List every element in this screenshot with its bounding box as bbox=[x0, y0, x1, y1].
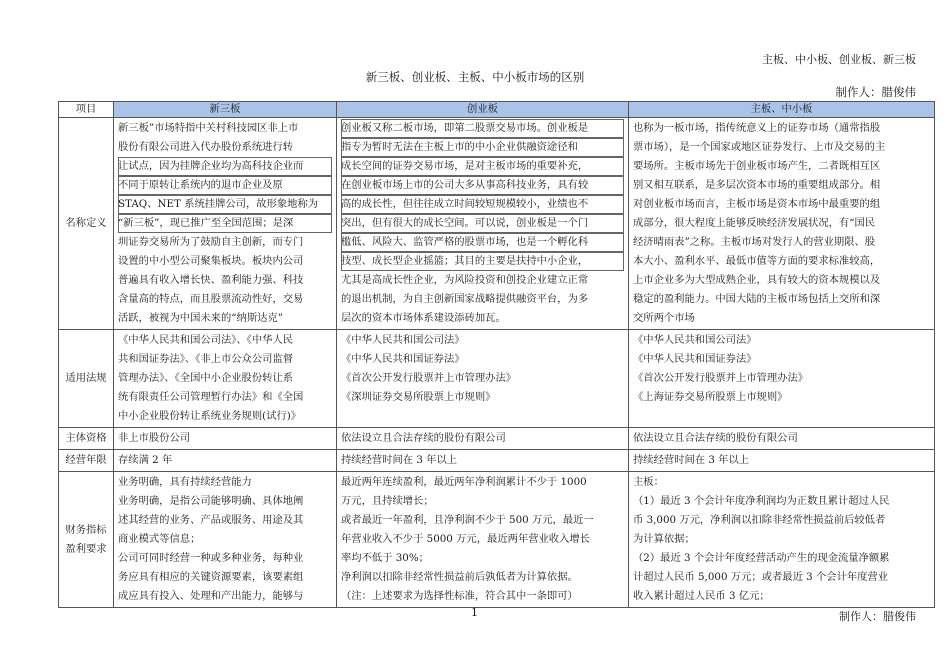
table-header-row bbox=[59, 102, 935, 118]
cell-text-line: 也称为一板市场，指传统意义上的证券市场（通常指股 bbox=[633, 122, 881, 134]
header-tags: 主板、中小板、创业板、新三板 bbox=[762, 53, 916, 66]
row-label bbox=[59, 330, 114, 428]
cell-text-line: 成部分，很大程度上能够反映经济发展状况，有“国民 bbox=[633, 217, 876, 229]
cell-text-line: 持续经营时间在 3 年以上 bbox=[633, 454, 750, 466]
table-cell bbox=[114, 118, 337, 330]
cell-text-line: 在创业板市场上市的公司大多从事高科技业务，具有较 bbox=[341, 176, 624, 195]
footer-author: 制作人：腊俊伟 bbox=[839, 610, 916, 623]
cell-text-line: （2）最近 3 个会计年度经营活动产生的现金流量净额累 bbox=[633, 552, 890, 564]
cell-text-line: 主板： bbox=[633, 476, 664, 488]
cell-text-line: “新三板”，现已推广至全国范围；是深 bbox=[118, 214, 332, 233]
table-cell bbox=[629, 472, 935, 608]
cell-text-line: 活跃，被视为中国未来的“纳斯达克” bbox=[118, 312, 283, 324]
row-label-line: 名称定义 bbox=[65, 217, 107, 229]
cell-text-line: 公司可同时经营一种或多种业务，每种业 bbox=[118, 552, 304, 564]
table-cell bbox=[337, 330, 629, 428]
cell-text-line: 为计算依据； bbox=[633, 533, 695, 545]
cell-text-line: 新三板”市场特指中关村科技园区非上市 bbox=[118, 122, 299, 134]
cell-text-line: 含量高的特点，而且股票流动性好，交易 bbox=[118, 293, 304, 305]
table-cell bbox=[114, 472, 337, 608]
row-label-line: 主体资格 bbox=[65, 432, 107, 444]
document-title: 新三板、创业板、主板、中小板市场的区别 bbox=[365, 70, 585, 84]
cell-text-line: 率均不低于 30%； bbox=[341, 552, 429, 564]
column-header-xinsanban: 新三板 bbox=[114, 102, 337, 118]
cell-text-line: 管理办法》、《全国中小企业股份转让系 bbox=[118, 372, 294, 384]
row-label-line: 财务指标 bbox=[65, 523, 107, 536]
cell-text-line: 《上海证券交易所股票上市规则》 bbox=[633, 391, 788, 403]
cell-text-line: 本大小、盈利水平、最低市值等方面的要求标准较高， bbox=[633, 255, 881, 267]
cell-text-line: 经济晴雨表”之称。主板市场对发行人的营业期限、股 bbox=[633, 236, 876, 248]
cell-text-line: 万元，且持续增长； bbox=[341, 495, 434, 507]
cell-text-line: 突出，但有很大的成长空间。可以说，创业板是一个门 bbox=[341, 214, 624, 233]
cell-text-line: 净利润以扣除非经常性损益前后孰低者为计算依据。 bbox=[341, 571, 578, 583]
cell-text-line: 持续经营时间在 3 年以上 bbox=[341, 454, 458, 466]
row-label bbox=[59, 472, 114, 608]
cell-text-line: 存续满 2 年 bbox=[118, 454, 173, 466]
table-cell bbox=[337, 118, 629, 330]
row-label-line: 适用法规 bbox=[65, 372, 107, 384]
cell-text-line: 《中华人民共和国公司法》 bbox=[633, 334, 757, 346]
table-row bbox=[59, 450, 935, 472]
table-row bbox=[59, 118, 935, 330]
cell-text-line: 《中华人民共和国证券法》 bbox=[633, 353, 757, 365]
cell-text-line: 别又相互联系，是多层次资本市场的重要组成部分。相 bbox=[633, 179, 881, 191]
table-cell bbox=[114, 450, 337, 472]
row-label-line: 经营年限 bbox=[65, 454, 107, 466]
cell-text-line: 《中华人民共和国公司法》 bbox=[341, 334, 465, 346]
cell-text-line: 创业板又称二板市场，即第二股票交易市场。创业板是 bbox=[341, 119, 624, 138]
table-cell bbox=[629, 118, 935, 330]
table-cell bbox=[629, 450, 935, 472]
table-cell bbox=[337, 450, 629, 472]
column-header-chuangyeban: 创业板 bbox=[337, 102, 629, 118]
cell-text-line: 年营业收入不少于 5000 万元，最近两年营业收入增长 bbox=[341, 533, 590, 545]
cell-text-line: 非上市股份公司 bbox=[118, 432, 191, 444]
cell-text-line: 不同于原转让系统内的退市企业及原 bbox=[118, 176, 332, 195]
cell-text-line: 中小企业股份转让系统业务规则(试行)》 bbox=[118, 410, 302, 422]
cell-text-line: 稳定的盈利能力。中国大陆的主板市场包括上交所和深 bbox=[633, 293, 881, 305]
cell-text-line: STAQ、NET 系统挂牌公司，故形象地称为 bbox=[118, 195, 332, 214]
cell-text-line: 尤其是高成长性企业，为风险投资和创投企业建立正常 bbox=[341, 274, 589, 286]
table-cell bbox=[337, 428, 629, 450]
cell-text-line: 普遍具有收入增长快、盈利能力强、科技 bbox=[118, 274, 304, 286]
cell-text-line: 对创业板市场而言，主板市场是资本市场中最重要的组 bbox=[633, 198, 881, 210]
cell-text-line: 述其经营的业务、产品或服务、用途及其 bbox=[118, 514, 304, 526]
cell-text-line: 上市企业多为大型成熟企业，具有较大的资本规模以及 bbox=[633, 274, 881, 286]
cell-text-line: 指专为暂时无法在主板上市的中小企业供融资途径和 bbox=[341, 138, 624, 157]
page-number: 1 bbox=[471, 606, 478, 619]
cell-text-line: 技型、成长型企业摇篮；其目的主要是扶持中小企业， bbox=[341, 252, 624, 271]
cell-text-line: 票市场），是一个国家或地区证券发行、上市及交易的主 bbox=[633, 141, 886, 153]
cell-text-line: （1）最近 3 个会计年度净利润均为正数且累计超过人民 bbox=[633, 495, 890, 507]
row-label bbox=[59, 118, 114, 330]
cell-text-line: 统有限责任公司管理暂行办法》和《全国 bbox=[118, 391, 304, 403]
cell-text-line: 计超过人民币 5,000 万元；或者最近 3 个会计年度营业 bbox=[633, 571, 889, 583]
cell-text-line: 共和国证券法》、《非上市公众公司监督 bbox=[118, 353, 294, 365]
cell-text-line: 高的成长性，但往往成立时间较短规模较小，业绩也不 bbox=[341, 195, 624, 214]
column-header-item: 项目 bbox=[59, 102, 114, 118]
table-row bbox=[59, 472, 935, 608]
cell-text-line: 股份有限公司进入代办股份系统进行转 bbox=[118, 141, 294, 153]
cell-text-line: 商业模式等信息； bbox=[118, 533, 201, 545]
cell-text-line: 设置的中小型公司聚集板块。板块内公司 bbox=[118, 255, 304, 267]
cell-text-line: 《中华人民共和国公司法》、《中华人民 bbox=[118, 334, 294, 346]
cell-text-line: 成应具有投入、处理和产出能力，能够与 bbox=[118, 590, 304, 602]
cell-text-line: 《首次公开发行股票并上市管理办法》 bbox=[633, 372, 809, 384]
cell-text-line: 依法设立且合法存续的股份有限公司 bbox=[633, 432, 798, 444]
table-cell bbox=[337, 472, 629, 608]
table-row bbox=[59, 330, 935, 428]
cell-text-line: 收入累计超过人民币 3 亿元； bbox=[633, 590, 770, 602]
column-header-zhuban: 主板、中小板 bbox=[629, 102, 935, 118]
row-label-line: 盈利要求 bbox=[65, 542, 107, 555]
cell-text-line: 最近两年连续盈利，最近两年净利润累计不少于 1000 bbox=[341, 476, 587, 488]
cell-text-line: 务应具有相应的关键资源要素，该要素组 bbox=[118, 571, 304, 583]
cell-text-line: 圳证券交易所为了鼓励自主创新，而专门 bbox=[118, 236, 304, 248]
table-row bbox=[59, 428, 935, 450]
cell-text-line: 业务明确，是指公司能够明确、具体地阐 bbox=[118, 495, 304, 507]
cell-text-line: 要场所。主板市场先于创业板市场产生，二者既相互区 bbox=[633, 160, 881, 172]
table-cell bbox=[114, 428, 337, 450]
row-label bbox=[59, 428, 114, 450]
table-cell bbox=[629, 428, 935, 450]
cell-text-line: 业务明确，具有持续经营能力 bbox=[118, 476, 252, 488]
row-label bbox=[59, 450, 114, 472]
header-author: 制作人：腊俊伟 bbox=[835, 85, 916, 99]
cell-text-line: 或者最近一年盈利，且净利润不少于 500 万元，最近一 bbox=[341, 514, 594, 526]
cell-text-line: （注：上述要求为选择性标准，符合其中一条即可） bbox=[341, 590, 578, 602]
cell-text-line: 《首次公开发行股票并上市管理办法》 bbox=[341, 372, 517, 384]
cell-text-line: 层次的资本市场体系建设添砖加瓦。 bbox=[341, 312, 506, 324]
cell-text-line: 《中华人民共和国证券法》 bbox=[341, 353, 465, 365]
cell-text-line: 的退出机制，为自主创新国家战略提供融资平台，为多 bbox=[341, 293, 589, 305]
cell-text-line: 槛低、风险大、监管严格的股票市场，也是一个孵化科 bbox=[341, 233, 624, 252]
cell-text-line: 让试点，因为挂牌企业均为高科技企业而 bbox=[118, 157, 332, 176]
table-cell bbox=[114, 330, 337, 428]
comparison-table bbox=[58, 101, 935, 608]
cell-text-line: 成长空间的证券交易市场，是对主板市场的重要补充， bbox=[341, 157, 624, 176]
cell-text-line: 《深圳证券交易所股票上市规则》 bbox=[341, 391, 496, 403]
table-cell bbox=[629, 330, 935, 428]
cell-text-line: 币 3,000 万元，净利润以扣除非经常性损益前后较低者 bbox=[633, 514, 886, 526]
cell-text-line: 交所两个市场 bbox=[633, 312, 695, 324]
cell-text-line: 依法设立且合法存续的股份有限公司 bbox=[341, 432, 506, 444]
